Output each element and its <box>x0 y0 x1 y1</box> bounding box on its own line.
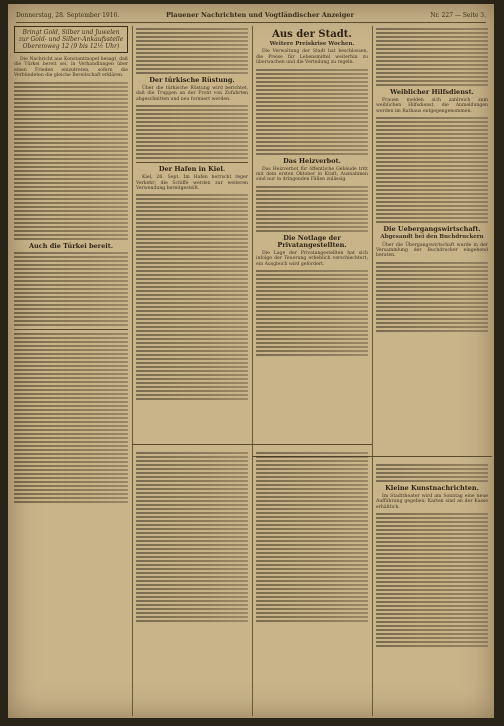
text-block <box>14 82 128 240</box>
text-block <box>256 452 368 622</box>
headline-stadt: Aus der Stadt. <box>272 29 352 40</box>
article-paragraph: Die Verwaltung der Stadt hat beschlossen, die Preise für Lebensmittel weiterhin zu überwachen und die Verteilung zu regeln. <box>256 49 368 66</box>
gold-purchase-ad: Bringt Gold, Silber und Juwelen zur Gold- und Silber-Ankaufsstelle Oberemweg 12 (9 bis 12½ Uhr) <box>14 26 128 53</box>
column-3 <box>256 26 368 452</box>
divider <box>136 162 248 163</box>
article-paragraph: Im Stadttheater wird am Sonntag eine neue Aufführung gegeben; Karten sind an der Kasse erhältlich. <box>376 494 488 510</box>
headline-kunstnachrichten: Kleine Kunstnachrichten. <box>385 484 479 492</box>
page-header <box>16 10 486 23</box>
column-3-bottom <box>256 450 368 716</box>
headline-uebergangswirtschaft: Die Uebergangswirtschaft. <box>383 225 481 234</box>
column-1 <box>14 26 128 716</box>
newspaper-page <box>8 4 494 718</box>
column-4-bottom <box>376 462 488 716</box>
article-paragraph: Die Lage der Privatangestellten hat sich infolge der Teuerung erheblich verschlechtert; ein Ausgleich wird gefordert. <box>256 250 368 267</box>
headline-heizverbot: Das Heizverbot. <box>283 156 341 165</box>
text-block <box>136 28 248 74</box>
headline-ruestung: Der türkische Rüstung. <box>149 76 235 84</box>
text-block <box>376 262 488 332</box>
headline-hilfsdienst: Weiblicher Hilfsdienst. <box>390 88 474 96</box>
column-divider <box>132 26 133 716</box>
headline-hafen: Der Hafen in Kiel. <box>158 165 226 174</box>
article-paragraph: Über die Übergangswirtschaft wurde in der Versammlung der Buchdrucker eingehend beraten. <box>376 242 488 259</box>
article-paragraph: Frauen melden sich zahlreich zum weiblichen Hilfsdienst, die Anmeldungen werden im Rathaus entgegengenommen. <box>376 98 488 114</box>
column-4 <box>376 26 488 452</box>
text-block <box>376 28 488 86</box>
text-block <box>14 252 128 326</box>
text-block <box>376 464 488 482</box>
headline-tuerkei: Auch die Türkei bereit. <box>29 241 113 250</box>
text-block <box>14 333 128 503</box>
article-paragraph: Kiel, 26. Sept. Im Hafen herrscht reger Verkehr; die Schiffe werden zur weiteren Verwendung bereitgestellt. <box>136 175 248 192</box>
column-divider <box>252 26 253 716</box>
header-issue-number: Nr. 227 — Seite 3. <box>430 12 486 19</box>
text-block <box>256 270 368 356</box>
article-paragraph: Das Heizverbot für öffentliche Gebäude tritt mit dem ersten Oktober in Kraft; Ausnahmen sind nur in dringenden Fällen zulässig. <box>256 166 368 183</box>
header-paper-title: Plauener Nachrichten und Vogtländischer Anzeiger <box>166 11 354 19</box>
column-2-bottom <box>136 450 248 716</box>
column-2 <box>136 26 248 440</box>
text-block <box>136 194 248 400</box>
article-paragraph: Über die türkische Rüstung wird berichtet, daß die Truppen an der Front von Zufahrten abgeschnitten und neu formiert werden. <box>136 86 248 102</box>
text-block <box>376 117 488 223</box>
headline-privatangestellte: Die Notlage der Privatangestellten. <box>277 233 347 249</box>
column-divider <box>372 26 373 716</box>
text-block <box>256 186 368 232</box>
article-paragraph: Die Nachricht aus Konstantinopel besagt, daß die Türkei bereit sei, in Verhandlungen über einen Frieden einzutreten, sofern die Verbündeten die gleiche Bereitschaft erklären. <box>14 57 128 79</box>
subheadline-stadt: Weitere Preiskrise Wochen. <box>269 41 355 47</box>
header-date: Donnerstag, 28. September 1916. <box>16 12 120 19</box>
subheadline-uebergang: Abgesandt bei den Buchdruckern <box>380 234 484 241</box>
text-block <box>136 452 248 622</box>
divider <box>14 329 128 330</box>
text-block <box>376 513 488 647</box>
text-block <box>256 69 368 155</box>
text-block <box>136 105 248 159</box>
